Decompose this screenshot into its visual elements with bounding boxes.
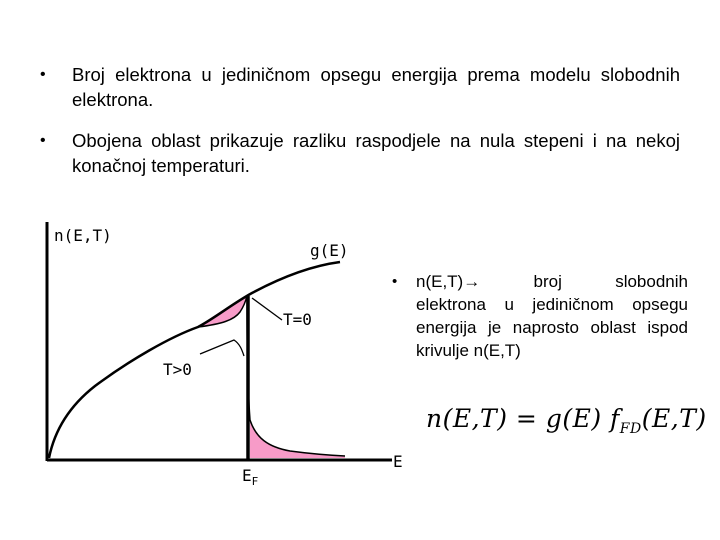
side-note-body bbox=[416, 270, 688, 362]
bullet-text: Obojena oblast prikazuje razliku raspodjele na nula stepeni i na nekoj konačnoj temperaturi. bbox=[72, 130, 680, 176]
t-zero-label: T=0 bbox=[283, 310, 312, 329]
side-note-first-line: n(E,T)→ broj slobodnih bbox=[416, 272, 688, 291]
bullet-text: Broj elektrona u jediničnom opsegu energija prema modelu slobodnih elektrona. bbox=[72, 64, 680, 110]
curve-label: g(E) bbox=[310, 241, 349, 260]
side-note-rest: elektrona u jediničnom opsegu energija je naprosto oblast ispod krivulje n(E,T) bbox=[416, 295, 688, 360]
bullet-dot: • bbox=[40, 66, 46, 83]
equation-lhs: n(E,T) bbox=[426, 404, 508, 433]
g-e-curve bbox=[49, 262, 340, 458]
fermi-label-main: E bbox=[242, 466, 252, 485]
x-axis-label: E bbox=[393, 452, 403, 471]
t-positive-label: T>0 bbox=[163, 360, 192, 379]
bullet-dot: • bbox=[392, 273, 398, 290]
fermi-label bbox=[242, 466, 258, 488]
y-axis-label: n(E,T) bbox=[54, 226, 112, 245]
equation bbox=[426, 404, 707, 437]
t-zero-pointer bbox=[252, 298, 282, 320]
bullet-dot: • bbox=[40, 132, 46, 149]
equation-eq: = bbox=[507, 404, 546, 433]
equation-sub: FD bbox=[619, 421, 642, 437]
side-note bbox=[392, 270, 688, 362]
equation-g: g(E) f bbox=[545, 404, 620, 433]
fermi-label-sub: F bbox=[251, 475, 259, 489]
equation-args: (E,T) bbox=[641, 404, 707, 433]
t-positive-pointer bbox=[200, 340, 244, 356]
